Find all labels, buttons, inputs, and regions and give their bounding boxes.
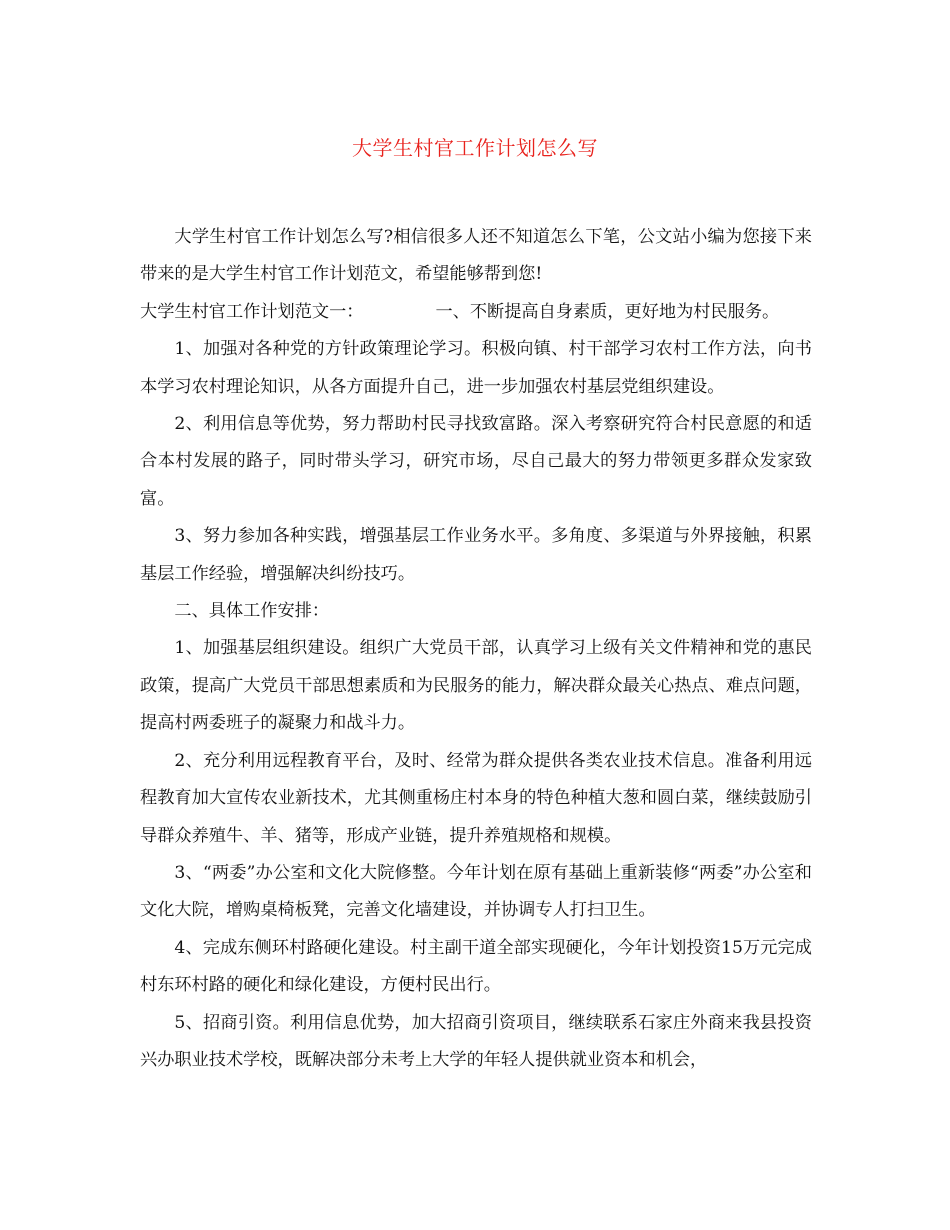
document-title: 大学生村官工作计划怎么写 — [352, 136, 598, 160]
paragraph-1-3: 3、努力参加各种实践，增强基层工作业务水平。多角度、多渠道与外界接触，积累基层工作经验，增强解决纠纷技巧。 — [140, 526, 812, 584]
paragraph-2-3: 3、“两委”办公室和文化大院修整。今年计划在原有基础上重新装修“两委”办公室和文化大院，增购桌椅板凳，完善文化墙建设，并协调专人打扫卫生。 — [140, 862, 812, 921]
sample-heading-line — [140, 294, 812, 331]
paragraph-1-2: 2、利用信息等优势，努力帮助村民寻找致富路。深入考察研究符合村民意愿的和适合本村发展的路子，同时带头学习，研究市场，尽自己最大的努力带领更多群众发家致富。 — [140, 414, 812, 509]
paragraph-2-5: 5、招商引资。利用信息优势，加大招商引资项目，继续联系石家庄外商来我县投资兴办职业技术学校，既解决部分未考上大学的年轻人提供就业资本和机会， — [140, 1012, 812, 1070]
paragraph-2-4: 4、完成东侧环村路硬化建设。村主副干道全部实现硬化，今年计划投资15万元完成村东环村路的硬化和绿化建设，方便村民出行。 — [140, 937, 812, 996]
intro-paragraph: 大学生村官工作计划怎么写?相信很多人还不知道怎么下笔，公文站小编为您接下来带来的是大学生村官工作计划范文，希望能够帮到您! — [140, 227, 812, 285]
paragraph-2-2: 2、充分利用远程教育平台，及时、经常为群众提供各类农业技术信息。准备利用远程教育加大宣传农业新技术，尤其侧重杨庄村本身的特色种植大葱和圆白菜，继续鼓励引导群众养殖牛、羊、猪等，形成产业链，提升养殖规格和规模。 — [140, 750, 812, 846]
sample-label: 大学生村官工作计划范文一： — [140, 301, 364, 322]
section1-heading: 一、不断提高自身素质，更好地为村民服务。 — [435, 301, 780, 322]
paragraph-1-1: 1、加强对各种党的方针政策理论学习。积极向镇、村干部学习农村工作方法，向书本学习农村理论知识，从各方面提升自己，进一步加强农村基层党组织建设。 — [140, 339, 812, 397]
paragraph-2-1: 1、加强基层组织建设。组织广大党员干部，认真学习上级有关文件精神和党的惠民政策，提高广大党员干部思想素质和为民服务的能力，解决群众最关心热点、难点问题，提高村两委班子的凝聚力和战斗力。 — [140, 638, 812, 734]
document-body — [140, 219, 812, 1079]
section2-heading: 二、具体工作安排： — [174, 601, 330, 622]
